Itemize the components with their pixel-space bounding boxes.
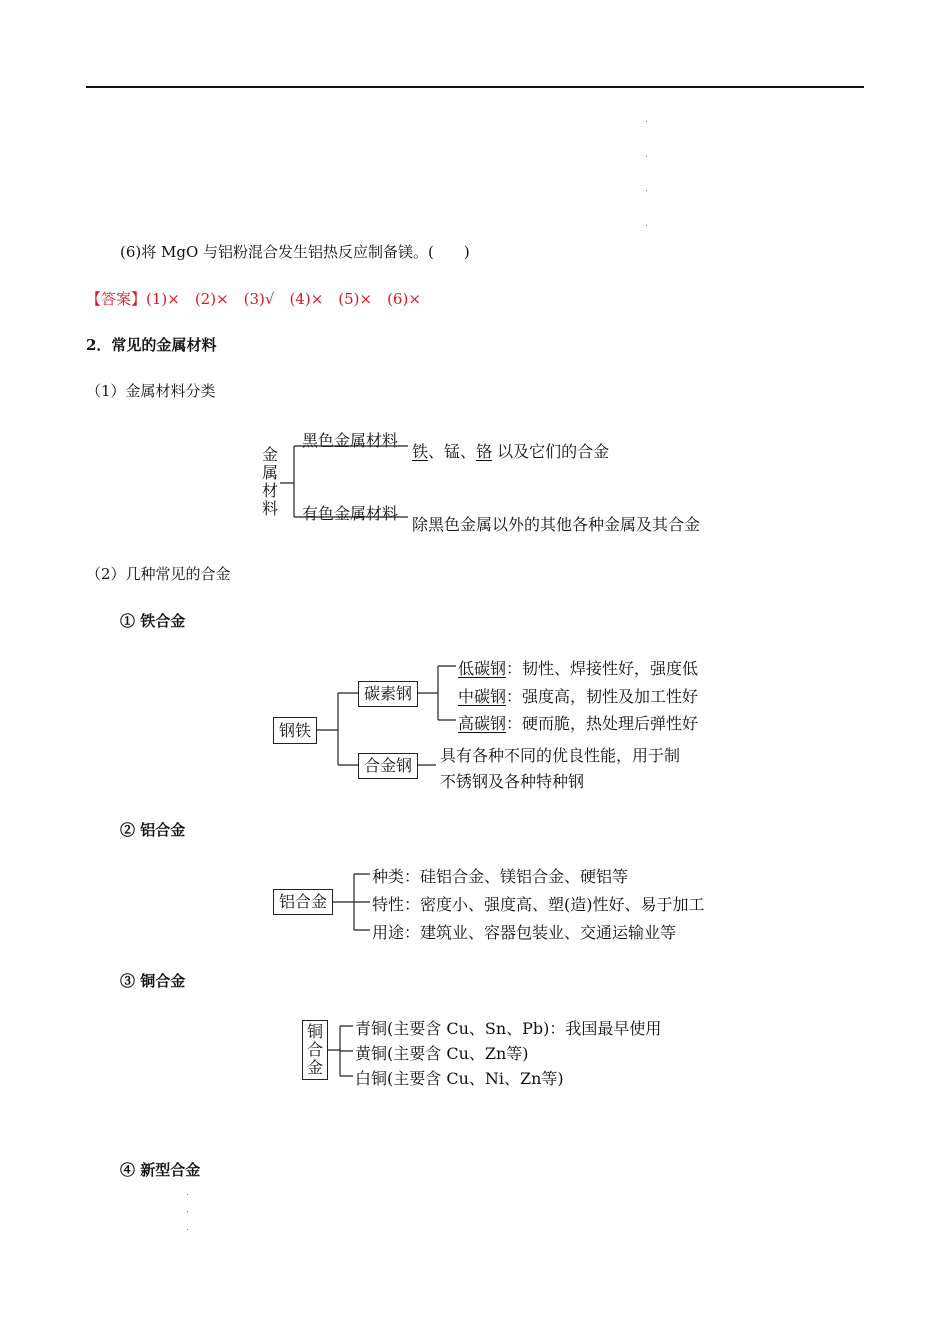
high-carbon-steel: 高碳钢：硬而脆，热处理后弹性好	[458, 714, 699, 733]
aluminum-alloy-heading: ② 铝合金	[120, 821, 186, 839]
subsection-common-alloys: （2）几种常见的合金	[86, 565, 231, 583]
low-carbon-steel: 低碳钢：韧性、焊接性好，强度低	[458, 659, 699, 678]
bronze: 青铜(主要含 Cu、Sn、Pb)：我国最早使用	[355, 1019, 662, 1038]
alloy-steel-desc-2: 不锈钢及各种特种钢	[440, 772, 585, 791]
nonferrous-metals-desc: 除黑色金属以外的其他各种金属及其合金	[412, 515, 701, 534]
cupronickel: 白铜(主要含 Cu、Ni、Zn等)	[355, 1069, 564, 1088]
copper-alloy-heading: ③ 铜合金	[120, 972, 186, 990]
root-aluminum-alloy: 铝合金	[273, 889, 333, 915]
answer-label: 【答案】	[86, 290, 147, 308]
new-alloy-heading: ④ 新型合金	[120, 1161, 201, 1179]
copper-bracket	[328, 1026, 353, 1076]
aluminum-bracket	[333, 874, 370, 930]
iron-alloy-heading: ① 铁合金	[120, 612, 186, 630]
aluminum-types: 种类：硅铝合金、镁铝合金、硬铝等	[372, 867, 629, 886]
question-6: (6)将 MgO 与铝粉混合发生铝热反应制备镁。( )	[120, 243, 470, 261]
steel-bracket	[317, 693, 358, 765]
classification-bracket	[280, 446, 408, 517]
root-copper-alloy: 铜 合 金	[302, 1020, 328, 1080]
ferrous-metals-label: 黑色金属材料	[302, 431, 399, 450]
alloy-steel-desc-1: 具有各种不同的优良性能，用于制	[440, 746, 681, 765]
aluminum-uses: 用途：建筑业、容器包装业、交通运输业等	[372, 923, 677, 942]
ferrous-item-manganese: 锰	[444, 442, 461, 461]
subsection-classification: （1）金属材料分类	[86, 382, 216, 400]
answer-items: (1)× (2)× (3)√ (4)× (5)× (6)×	[146, 290, 421, 308]
ferrous-tail: 以及它们的合金	[497, 442, 610, 461]
alloy-steel-box: 合金钢	[358, 753, 418, 779]
brass: 黄铜(主要含 Cu、Zn等)	[355, 1044, 529, 1063]
medium-carbon-steel: 中碳钢：强度高，韧性及加工性好	[458, 687, 699, 706]
root-metal-materials: 金 属 材 料	[261, 445, 278, 518]
section-heading: 2．常见的金属材料	[86, 336, 217, 354]
ferrous-item-iron: 铁	[412, 442, 429, 461]
ferrous-item-chromium: 铬	[476, 442, 493, 461]
carbon-steel-bracket	[418, 666, 456, 720]
nonferrous-metals-label: 有色金属材料	[302, 504, 399, 523]
carbon-steel-box: 碳素钢	[358, 681, 418, 707]
ferrous-metals-items: 铁、锰、铬 以及它们的合金	[412, 442, 610, 461]
root-steel-iron: 钢铁	[273, 717, 317, 744]
aluminum-properties: 特性：密度小、强度高、塑(造)性好、易于加工	[372, 895, 705, 914]
